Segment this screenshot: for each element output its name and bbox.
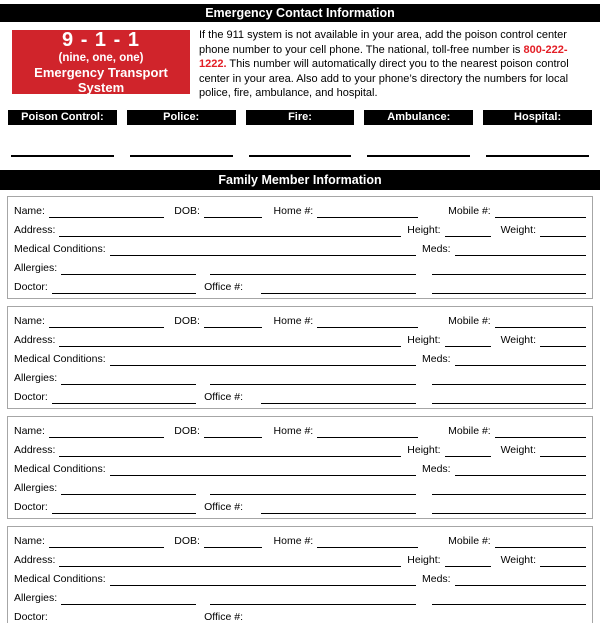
member-row-allergies [14,368,586,385]
family-member-card [7,526,593,623]
meds-fill-line-2 [432,372,586,385]
name-fill-line [49,205,164,218]
meds-fill-line [455,573,586,586]
meds-fill-line [455,353,586,366]
emergency-contacts-fill-lines [0,153,600,157]
member-row-name [14,201,586,218]
meds-column [416,463,586,476]
meds-label: Meds: [422,462,451,475]
allergies-fill-line [61,592,196,605]
dob-fill-line [204,315,262,328]
office-phone-fill-line [261,281,416,294]
member-row-doctor [14,607,586,623]
member-row-name [14,531,586,548]
mobile-phone-label: Mobile #: [448,424,491,437]
medical-conditions-label: Medical Conditions: [14,242,106,255]
doctor-label: Doctor: [14,610,48,623]
intro-text-after: This number will automatically direct you to the nearest poison control center in your area. Also add to your phone’s directory the numbers for local police, fire, ambulance, and hospital. [199,58,569,100]
poison-control-fill-line [11,153,114,157]
weight-fill-line [540,554,586,567]
911-banner [12,30,190,94]
meds-fill-line-2 [432,262,586,275]
name-fill-line [49,315,164,328]
address-label: Address: [14,443,56,456]
mobile-phone-fill-line [495,425,586,438]
doctor-fill-line [52,391,196,404]
poison-control-phone-number: 800-222-1222. [199,43,568,71]
medical-conditions-label: Medical Conditions: [14,572,106,585]
allergies-label: Allergies: [14,591,58,604]
doctor-label: Doctor: [14,500,48,513]
member-row-doctor [14,387,586,404]
home-phone-fill-line [317,315,418,328]
weight-fill-line [540,444,586,457]
height-label: Height: [407,443,441,456]
mobile-phone-label: Mobile #: [448,204,491,217]
meds-column [416,592,586,605]
mobile-phone-label: Mobile #: [448,534,491,547]
weight-label: Weight: [500,553,536,566]
name-fill-line [49,535,164,548]
family-members-list [0,190,600,623]
911-number: 9 - 1 - 1 [62,29,140,51]
allergies-label: Allergies: [14,481,58,494]
dob-label: DOB: [174,204,200,217]
doctor-label: Doctor: [14,280,48,293]
office-phone-label: Office #: [204,500,244,513]
weight-fill-line [540,334,586,347]
member-row-address [14,550,586,567]
hospital-fill-line [486,153,589,157]
member-row-name [14,311,586,328]
member-row-doctor [14,277,586,294]
meds-column [416,372,586,385]
dob-fill-line [204,535,262,548]
doctor-fill-line [52,281,196,294]
family-member-card [7,196,593,299]
allergies-fill-line [61,482,196,495]
dob-fill-line [204,425,262,438]
office-phone-fill-line [261,611,416,623]
office-phone-label: Office #: [204,610,244,623]
home-phone-fill-line [317,425,418,438]
dob-fill-line [204,205,262,218]
address-label: Address: [14,553,56,566]
family-member-card [7,416,593,519]
home-phone-label: Home #: [273,204,314,217]
intro-section [0,22,600,101]
allergies-fill-line-2 [210,482,416,495]
section-header-family-member: Family Member Information [0,170,600,190]
emergency-transport-label: Emergency Transport System [34,65,168,95]
office-phone-label: Office #: [204,280,244,293]
height-label: Height: [407,223,441,236]
meds-label: Meds: [422,242,451,255]
home-phone-fill-line [317,205,418,218]
fire-fill-line [249,153,352,157]
height-fill-line [445,554,491,567]
meds-fill-line-2 [432,592,586,605]
allergies-label: Allergies: [14,371,58,384]
mobile-phone-fill-line [495,315,586,328]
height-label: Height: [407,553,441,566]
meds-fill-line-3 [432,391,586,404]
allergies-fill-line-2 [210,592,416,605]
height-fill-line [445,444,491,457]
meds-fill-line-3 [432,281,586,294]
office-phone-fill-line [261,391,416,404]
meds-column [416,501,586,514]
police-fill-line [130,153,233,157]
name-fill-line [49,425,164,438]
member-row-medical [14,459,586,476]
intro-text-before: If the 911 system is not available in your area, add the poison control center phone number to your cell phone. The national, toll-free number is [199,29,567,56]
mobile-phone-fill-line [495,535,586,548]
height-fill-line [445,334,491,347]
home-phone-fill-line [317,535,418,548]
height-label: Height: [407,333,441,346]
office-phone-fill-line [261,501,416,514]
allergies-fill-line [61,262,196,275]
address-fill-line [59,554,401,567]
dob-label: DOB: [174,534,200,547]
medical-conditions-label: Medical Conditions: [14,352,106,365]
height-fill-line [445,224,491,237]
family-member-card [7,306,593,409]
contact-label-poison-control: Poison Control: [8,110,117,125]
doctor-fill-line [52,611,196,623]
member-row-doctor [14,497,586,514]
home-phone-label: Home #: [273,534,314,547]
intro-paragraph [190,28,588,101]
meds-column [416,611,586,623]
doctor-label: Doctor: [14,390,48,403]
member-row-allergies [14,258,586,275]
medical-conditions-fill-line [110,353,416,366]
emergency-contacts-row [0,110,600,125]
meds-column [416,482,586,495]
weight-fill-line [540,224,586,237]
weight-label: Weight: [500,333,536,346]
member-row-medical [14,239,586,256]
allergies-label: Allergies: [14,261,58,274]
member-row-address [14,220,586,237]
meds-column [416,353,586,366]
ambulance-fill-line [367,153,470,157]
medical-conditions-fill-line [110,573,416,586]
dob-label: DOB: [174,314,200,327]
meds-column [416,281,586,294]
member-row-medical [14,349,586,366]
meds-column [416,243,586,256]
dob-label: DOB: [174,424,200,437]
address-label: Address: [14,223,56,236]
mobile-phone-fill-line [495,205,586,218]
911-phonetic: (nine, one, one) [58,52,144,64]
allergies-fill-line [61,372,196,385]
meds-fill-line [455,243,586,256]
address-fill-line [59,444,401,457]
medical-conditions-fill-line [110,463,416,476]
home-phone-label: Home #: [273,424,314,437]
member-row-address [14,440,586,457]
member-row-allergies [14,478,586,495]
section-header-emergency-contact: Emergency Contact Information [0,4,600,22]
home-phone-label: Home #: [273,314,314,327]
member-row-name [14,421,586,438]
name-label: Name: [14,314,45,327]
meds-column [416,262,586,275]
member-row-allergies [14,588,586,605]
name-label: Name: [14,424,45,437]
contact-label-hospital: Hospital: [483,110,592,125]
meds-column [416,391,586,404]
weight-label: Weight: [500,223,536,236]
contact-label-fire: Fire: [246,110,355,125]
office-phone-label: Office #: [204,390,244,403]
meds-fill-line-3 [432,611,586,623]
address-label: Address: [14,333,56,346]
meds-label: Meds: [422,572,451,585]
doctor-fill-line [52,501,196,514]
medical-conditions-fill-line [110,243,416,256]
meds-fill-line-3 [432,501,586,514]
meds-label: Meds: [422,352,451,365]
address-fill-line [59,224,401,237]
member-row-medical [14,569,586,586]
name-label: Name: [14,204,45,217]
name-label: Name: [14,534,45,547]
meds-column [416,573,586,586]
allergies-fill-line-2 [210,262,416,275]
mobile-phone-label: Mobile #: [448,314,491,327]
contact-label-ambulance: Ambulance: [364,110,473,125]
meds-fill-line-2 [432,482,586,495]
contact-label-police: Police: [127,110,236,125]
meds-fill-line [455,463,586,476]
weight-label: Weight: [500,443,536,456]
medical-conditions-label: Medical Conditions: [14,462,106,475]
address-fill-line [59,334,401,347]
allergies-fill-line-2 [210,372,416,385]
member-row-address [14,330,586,347]
